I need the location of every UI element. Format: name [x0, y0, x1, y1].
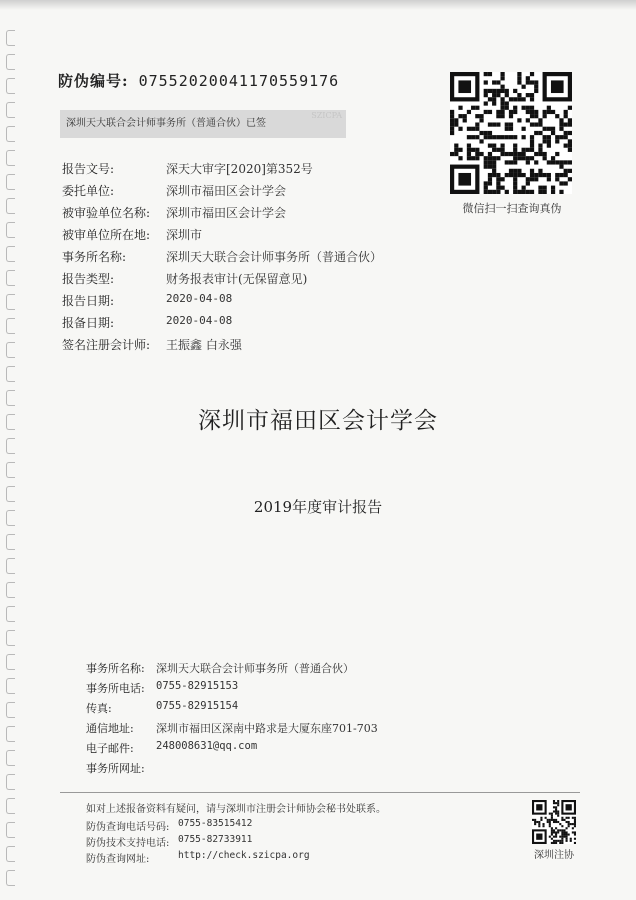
info-value: 财务报表审计(无保留意见)	[166, 272, 308, 286]
binding-hole	[6, 222, 15, 238]
info-row-client	[62, 182, 462, 202]
firm-signed-text: 深圳天大联合会计师事务所（普通合伙）已签	[66, 118, 266, 129]
verification-qr-code[interactable]	[450, 72, 572, 194]
footer-row-url	[86, 850, 506, 866]
contact-key: 电子邮件:	[86, 742, 134, 755]
info-row-location	[62, 226, 462, 246]
info-value: 深圳市	[166, 228, 203, 242]
contact-key: 传真:	[86, 702, 112, 715]
binding-hole	[6, 150, 15, 166]
page-title: 深圳市福田区会计学会	[198, 408, 438, 434]
info-key: 报告类型:	[62, 272, 115, 286]
info-value: 深圳市福田区会计学会	[166, 184, 287, 198]
info-value: 深天大审字[2020]第352号	[166, 162, 313, 176]
page-subtitle: 2019年度审计报告	[253, 498, 383, 516]
contact-value: 0755-82915153	[156, 680, 239, 692]
binding-hole	[6, 438, 15, 454]
binding-hole	[6, 534, 15, 550]
contact-row-address	[86, 720, 446, 738]
info-row-report-date	[62, 292, 462, 312]
binding-hole	[6, 270, 15, 286]
footer-divider	[60, 792, 580, 793]
info-key: 报告文号:	[62, 162, 115, 176]
footer-value: 0755-82733911	[178, 834, 253, 845]
footer-value: 0755-83515412	[178, 818, 253, 829]
binding-hole	[6, 366, 15, 382]
binding-hole	[6, 774, 15, 790]
contact-row-email	[86, 740, 446, 758]
binding-hole	[6, 54, 15, 70]
contact-key: 事务所网址:	[86, 762, 145, 775]
info-key: 委托单位:	[62, 184, 115, 198]
footer-row-phone	[86, 818, 506, 834]
binding-hole	[6, 846, 15, 862]
info-row-report-type	[62, 270, 462, 290]
info-key: 被审验单位名称:	[62, 206, 151, 220]
binding-hole	[6, 198, 15, 214]
binding-holes	[6, 30, 18, 890]
binding-hole	[6, 678, 15, 694]
binding-hole	[6, 462, 15, 478]
binding-hole	[6, 78, 15, 94]
binding-hole	[6, 654, 15, 670]
anti-fake-label: 防伪编号:	[58, 72, 129, 90]
footer-key: 防伪技术支持电话:	[86, 838, 170, 849]
info-value: 2020-04-08	[166, 314, 233, 327]
binding-hole	[6, 102, 15, 118]
contact-key: 通信地址:	[86, 722, 134, 735]
info-key: 报备日期:	[62, 316, 115, 330]
binding-hole	[6, 558, 15, 574]
binding-hole	[6, 294, 15, 310]
info-value: 2020-04-08	[166, 292, 233, 305]
anti-fake-value: 07552020041170559176	[138, 72, 340, 90]
contact-value: 深圳天大联合会计师事务所（普通合伙）	[156, 662, 354, 675]
szicpa-qr-caption: 深圳注协	[534, 850, 574, 861]
info-key: 签名注册会计师:	[62, 338, 151, 352]
binding-hole	[6, 798, 15, 814]
info-row-firm	[62, 248, 462, 268]
binding-hole	[6, 342, 15, 358]
firm-signed-bar	[60, 110, 346, 138]
binding-hole	[6, 174, 15, 190]
qr-caption: 微信扫一扫查询真伪	[462, 202, 562, 215]
info-value: 王振鑫 白永强	[166, 338, 242, 352]
footer-notice-text	[86, 800, 506, 816]
contact-value: 248008631@qq.com	[156, 740, 258, 752]
szicpa-qr-code[interactable]	[532, 800, 576, 844]
info-row-filing-date	[62, 314, 462, 334]
binding-hole	[6, 606, 15, 622]
contact-key: 事务所电话:	[86, 682, 145, 695]
footer-key: 防伪查询网址:	[86, 854, 150, 865]
contact-row-fax	[86, 700, 446, 718]
info-key: 被审单位所在地:	[62, 228, 151, 242]
footer-row-support	[86, 834, 506, 850]
binding-hole	[6, 870, 15, 886]
info-key: 事务所名称:	[62, 250, 127, 264]
firm-signed-watermark: SZICPA	[311, 111, 342, 120]
anti-fake-number	[58, 70, 339, 91]
contact-row-firm	[86, 660, 446, 678]
binding-hole	[6, 750, 15, 766]
binding-hole	[6, 126, 15, 142]
contact-row-website	[86, 760, 446, 778]
contact-key: 事务所名称:	[86, 662, 145, 675]
info-value: 深圳市福田区会计学会	[166, 206, 287, 220]
footer-key: 防伪查询电话号码:	[86, 822, 170, 833]
contact-value: 0755-82915154	[156, 700, 239, 712]
contact-value: 深圳市福田区深南中路求是大厦东座701-703	[156, 722, 378, 735]
footer-notice-line: 如对上述报备资料有疑问，请与深圳市注册会计师协会秘书处联系。	[86, 804, 386, 815]
binding-hole	[6, 702, 15, 718]
info-value: 深圳天大联合会计师事务所（普通合伙）	[166, 250, 383, 264]
binding-hole	[6, 630, 15, 646]
binding-hole	[6, 726, 15, 742]
binding-hole	[6, 30, 15, 46]
info-row-report-no	[62, 160, 462, 180]
info-row-cpa	[62, 336, 462, 356]
binding-hole	[6, 822, 15, 838]
binding-hole	[6, 318, 15, 334]
info-row-audited-entity	[62, 204, 462, 224]
info-key: 报告日期:	[62, 294, 115, 308]
binding-hole	[6, 582, 15, 598]
footer-value[interactable]: http://check.szicpa.org	[178, 850, 310, 861]
scan-top-shadow	[0, 0, 636, 10]
binding-hole	[6, 246, 15, 262]
contact-row-phone	[86, 680, 446, 698]
